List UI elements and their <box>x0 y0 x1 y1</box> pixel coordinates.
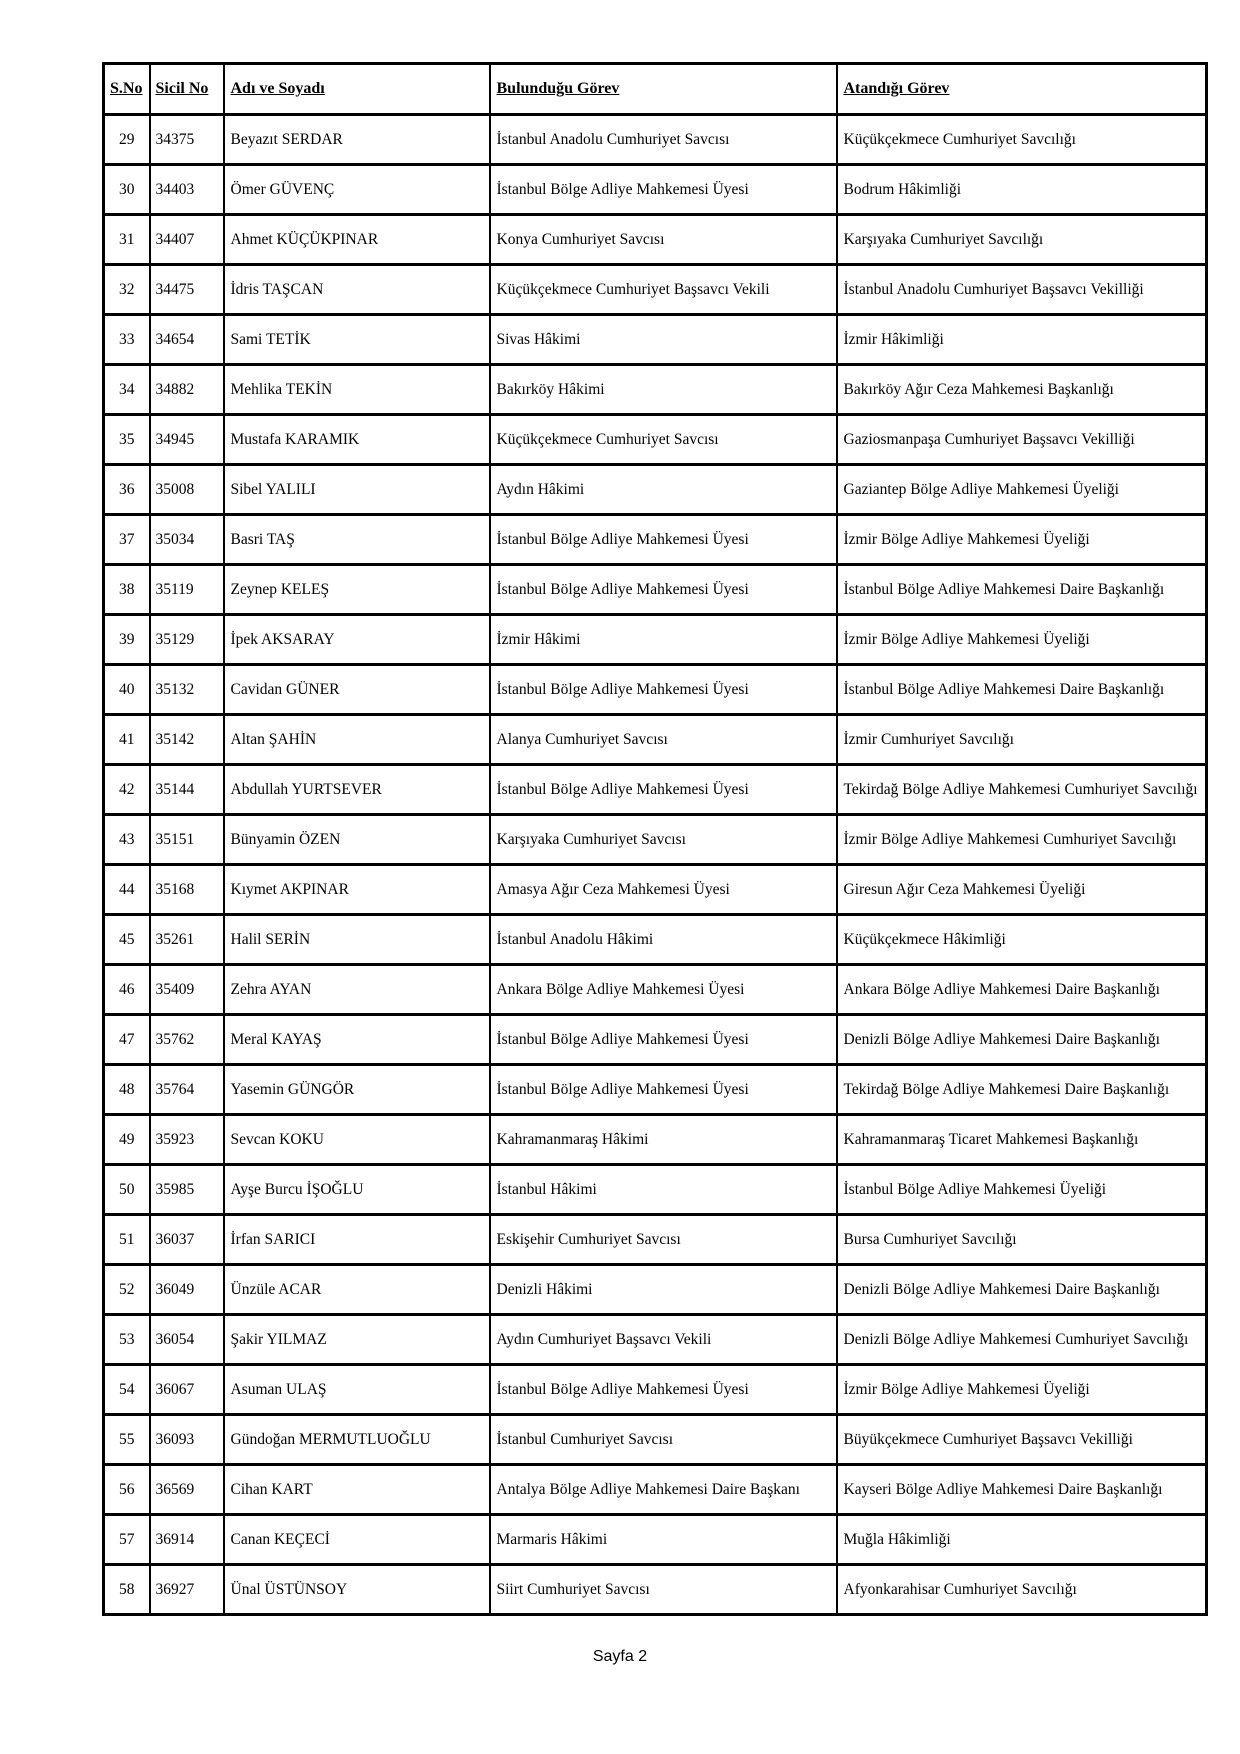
cell-sno: 56 <box>104 1465 150 1515</box>
cell-name: Ünal ÜSTÜNSOY <box>224 1565 490 1615</box>
cell-assigned-position: Denizli Bölge Adliye Mahkemesi Daire Başkanlığı <box>837 1015 1207 1065</box>
table-row <box>104 215 1207 265</box>
cell-current-position: İzmir Hâkimi <box>490 615 837 665</box>
cell-assigned-position: İzmir Bölge Adliye Mahkemesi Üyeliği <box>837 615 1207 665</box>
page-number: Sayfa 2 <box>592 1648 648 1665</box>
cell-sno: 36 <box>104 465 150 515</box>
table-row <box>104 665 1207 715</box>
cell-sno: 38 <box>104 565 150 615</box>
cell-name: Ahmet KÜÇÜKPINAR <box>224 215 490 265</box>
cell-assigned-position: Küçükçekmece Hâkimliği <box>837 915 1207 965</box>
cell-current-position: Alanya Cumhuriyet Savcısı <box>490 715 837 765</box>
table-row <box>104 1565 1207 1615</box>
cell-sno: 33 <box>104 315 150 365</box>
cell-assigned-position: Muğla Hâkimliği <box>837 1515 1207 1565</box>
cell-sicil-no: 35261 <box>150 915 224 965</box>
cell-sno: 50 <box>104 1165 150 1215</box>
cell-current-position: Bakırköy Hâkimi <box>490 365 837 415</box>
cell-sno: 58 <box>104 1565 150 1615</box>
cell-current-position: İstanbul Cumhuriyet Savcısı <box>490 1415 837 1465</box>
table-row <box>104 1065 1207 1115</box>
cell-sno: 31 <box>104 215 150 265</box>
column-header-sicil-no: Sicil No <box>150 64 224 115</box>
cell-current-position: Kahramanmaraş Hâkimi <box>490 1115 837 1165</box>
table-row <box>104 1215 1207 1265</box>
cell-assigned-position: Afyonkarahisar Cumhuriyet Savcılığı <box>837 1565 1207 1615</box>
table-row <box>104 1465 1207 1515</box>
cell-assigned-position: İstanbul Bölge Adliye Mahkemesi Daire Başkanlığı <box>837 665 1207 715</box>
cell-sicil-no: 35144 <box>150 765 224 815</box>
cell-assigned-position: Bodrum Hâkimliği <box>837 165 1207 215</box>
cell-sno: 52 <box>104 1265 150 1315</box>
cell-assigned-position: İzmir Bölge Adliye Mahkemesi Üyeliği <box>837 1365 1207 1415</box>
table-row <box>104 615 1207 665</box>
cell-name: Ömer GÜVENÇ <box>224 165 490 215</box>
cell-current-position: Sivas Hâkimi <box>490 315 837 365</box>
table-row <box>104 165 1207 215</box>
cell-sicil-no: 35008 <box>150 465 224 515</box>
cell-name: Ayşe Burcu İŞOĞLU <box>224 1165 490 1215</box>
table-row <box>104 365 1207 415</box>
table-row <box>104 1365 1207 1415</box>
column-header-current-position: Bulunduğu Görev <box>490 64 837 115</box>
cell-assigned-position: İstanbul Anadolu Cumhuriyet Başsavcı Vekilliği <box>837 265 1207 315</box>
cell-current-position: İstanbul Bölge Adliye Mahkemesi Üyesi <box>490 1015 837 1065</box>
cell-sicil-no: 35985 <box>150 1165 224 1215</box>
cell-current-position: İstanbul Bölge Adliye Mahkemesi Üyesi <box>490 565 837 615</box>
cell-current-position: Karşıyaka Cumhuriyet Savcısı <box>490 815 837 865</box>
table-row <box>104 765 1207 815</box>
cell-current-position: İstanbul Bölge Adliye Mahkemesi Üyesi <box>490 765 837 815</box>
cell-sicil-no: 35168 <box>150 865 224 915</box>
cell-sicil-no: 36093 <box>150 1415 224 1465</box>
cell-name: İrfan SARICI <box>224 1215 490 1265</box>
cell-name: Canan KEÇECİ <box>224 1515 490 1565</box>
cell-current-position: Küçükçekmece Cumhuriyet Savcısı <box>490 415 837 465</box>
cell-sno: 44 <box>104 865 150 915</box>
cell-sno: 49 <box>104 1115 150 1165</box>
cell-sicil-no: 36054 <box>150 1315 224 1365</box>
cell-current-position: Konya Cumhuriyet Savcısı <box>490 215 837 265</box>
table-row <box>104 965 1207 1015</box>
cell-name: İdris TAŞCAN <box>224 265 490 315</box>
cell-sicil-no: 35129 <box>150 615 224 665</box>
cell-name: Cihan KART <box>224 1465 490 1515</box>
cell-current-position: Antalya Bölge Adliye Mahkemesi Daire Başkanı <box>490 1465 837 1515</box>
cell-name: Abdullah YURTSEVER <box>224 765 490 815</box>
cell-sicil-no: 35409 <box>150 965 224 1015</box>
cell-name: İpek AKSARAY <box>224 615 490 665</box>
cell-sno: 46 <box>104 965 150 1015</box>
table-row <box>104 1515 1207 1565</box>
cell-assigned-position: Bursa Cumhuriyet Savcılığı <box>837 1215 1207 1265</box>
cell-sno: 34 <box>104 365 150 415</box>
cell-current-position: İstanbul Bölge Adliye Mahkemesi Üyesi <box>490 665 837 715</box>
cell-name: Sami TETİK <box>224 315 490 365</box>
cell-sno: 32 <box>104 265 150 315</box>
cell-name: Asuman ULAŞ <box>224 1365 490 1415</box>
cell-sicil-no: 36049 <box>150 1265 224 1315</box>
cell-sicil-no: 36037 <box>150 1215 224 1265</box>
cell-assigned-position: Bakırköy Ağır Ceza Mahkemesi Başkanlığı <box>837 365 1207 415</box>
cell-sno: 45 <box>104 915 150 965</box>
cell-assigned-position: Kayseri Bölge Adliye Mahkemesi Daire Başkanlığı <box>837 1465 1207 1515</box>
cell-assigned-position: İzmir Bölge Adliye Mahkemesi Üyeliği <box>837 515 1207 565</box>
cell-sicil-no: 34882 <box>150 365 224 415</box>
cell-name: Beyazıt SERDAR <box>224 115 490 165</box>
table-row <box>104 1165 1207 1215</box>
cell-assigned-position: İzmir Bölge Adliye Mahkemesi Cumhuriyet Savcılığı <box>837 815 1207 865</box>
table-row <box>104 865 1207 915</box>
cell-assigned-position: İzmir Hâkimliği <box>837 315 1207 365</box>
table-body <box>104 115 1207 1615</box>
cell-assigned-position: İzmir Cumhuriyet Savcılığı <box>837 715 1207 765</box>
cell-name: Bünyamin ÖZEN <box>224 815 490 865</box>
cell-sno: 40 <box>104 665 150 715</box>
cell-name: Mehlika TEKİN <box>224 365 490 415</box>
cell-current-position: Amasya Ağır Ceza Mahkemesi Üyesi <box>490 865 837 915</box>
cell-current-position: İstanbul Anadolu Hâkimi <box>490 915 837 965</box>
cell-sicil-no: 35762 <box>150 1015 224 1065</box>
cell-assigned-position: Büyükçekmece Cumhuriyet Başsavcı Vekilliği <box>837 1415 1207 1465</box>
cell-sno: 42 <box>104 765 150 815</box>
cell-name: Zeynep KELEŞ <box>224 565 490 615</box>
cell-sicil-no: 35132 <box>150 665 224 715</box>
cell-sicil-no: 36927 <box>150 1565 224 1615</box>
cell-assigned-position: Tekirdağ Bölge Adliye Mahkemesi Daire Başkanlığı <box>837 1065 1207 1115</box>
cell-sicil-no: 34654 <box>150 315 224 365</box>
table-header-row <box>104 64 1207 115</box>
table-row <box>104 715 1207 765</box>
cell-assigned-position: İstanbul Bölge Adliye Mahkemesi Üyeliği <box>837 1165 1207 1215</box>
appointments-table <box>102 62 1208 1616</box>
cell-sicil-no: 35764 <box>150 1065 224 1115</box>
cell-sno: 53 <box>104 1315 150 1365</box>
cell-sicil-no: 34945 <box>150 415 224 465</box>
cell-sno: 55 <box>104 1415 150 1465</box>
cell-sno: 29 <box>104 115 150 165</box>
cell-assigned-position: İstanbul Bölge Adliye Mahkemesi Daire Başkanlığı <box>837 565 1207 615</box>
cell-current-position: Denizli Hâkimi <box>490 1265 837 1315</box>
cell-current-position: Siirt Cumhuriyet Savcısı <box>490 1565 837 1615</box>
cell-sno: 51 <box>104 1215 150 1265</box>
appointments-table-container <box>102 62 1205 1616</box>
cell-current-position: Aydın Cumhuriyet Başsavcı Vekili <box>490 1315 837 1365</box>
column-header-sno: S.No <box>104 64 150 115</box>
cell-sno: 35 <box>104 415 150 465</box>
column-header-name: Adı ve Soyadı <box>224 64 490 115</box>
cell-sicil-no: 34375 <box>150 115 224 165</box>
table-row <box>104 115 1207 165</box>
cell-name: Zehra AYAN <box>224 965 490 1015</box>
cell-assigned-position: Karşıyaka Cumhuriyet Savcılığı <box>837 215 1207 265</box>
cell-assigned-position: Denizli Bölge Adliye Mahkemesi Daire Başkanlığı <box>837 1265 1207 1315</box>
cell-sicil-no: 34407 <box>150 215 224 265</box>
table-row <box>104 1315 1207 1365</box>
cell-name: Kıymet AKPINAR <box>224 865 490 915</box>
table-row <box>104 1115 1207 1165</box>
cell-sno: 41 <box>104 715 150 765</box>
table-row <box>104 265 1207 315</box>
cell-assigned-position: Gaziosmanpaşa Cumhuriyet Başsavcı Vekilliği <box>837 415 1207 465</box>
cell-sno: 54 <box>104 1365 150 1415</box>
cell-assigned-position: Denizli Bölge Adliye Mahkemesi Cumhuriyet Savcılığı <box>837 1315 1207 1365</box>
cell-sno: 30 <box>104 165 150 215</box>
cell-current-position: Marmaris Hâkimi <box>490 1515 837 1565</box>
cell-sno: 57 <box>104 1515 150 1565</box>
cell-current-position: İstanbul Bölge Adliye Mahkemesi Üyesi <box>490 1065 837 1115</box>
cell-name: Sibel YALILI <box>224 465 490 515</box>
cell-assigned-position: Gaziantep Bölge Adliye Mahkemesi Üyeliği <box>837 465 1207 515</box>
cell-sicil-no: 35034 <box>150 515 224 565</box>
cell-sicil-no: 35142 <box>150 715 224 765</box>
cell-current-position: Küçükçekmece Cumhuriyet Başsavcı Vekili <box>490 265 837 315</box>
cell-name: Meral KAYAŞ <box>224 1015 490 1065</box>
cell-sno: 39 <box>104 615 150 665</box>
cell-current-position: Eskişehir Cumhuriyet Savcısı <box>490 1215 837 1265</box>
cell-assigned-position: Küçükçekmece Cumhuriyet Savcılığı <box>837 115 1207 165</box>
cell-sno: 47 <box>104 1015 150 1065</box>
cell-assigned-position: Tekirdağ Bölge Adliye Mahkemesi Cumhuriyet Savcılığı <box>837 765 1207 815</box>
cell-name: Basri TAŞ <box>224 515 490 565</box>
cell-current-position: İstanbul Anadolu Cumhuriyet Savcısı <box>490 115 837 165</box>
table-row <box>104 1015 1207 1065</box>
cell-name: Mustafa KARAMIK <box>224 415 490 465</box>
cell-current-position: İstanbul Bölge Adliye Mahkemesi Üyesi <box>490 165 837 215</box>
cell-sicil-no: 34403 <box>150 165 224 215</box>
cell-sno: 37 <box>104 515 150 565</box>
cell-sicil-no: 35119 <box>150 565 224 615</box>
table-row <box>104 515 1207 565</box>
cell-sicil-no: 34475 <box>150 265 224 315</box>
cell-name: Halil SERİN <box>224 915 490 965</box>
cell-name: Altan ŞAHİN <box>224 715 490 765</box>
table-row <box>104 415 1207 465</box>
cell-name: Ünzüle ACAR <box>224 1265 490 1315</box>
cell-name: Cavidan GÜNER <box>224 665 490 715</box>
cell-name: Şakir YILMAZ <box>224 1315 490 1365</box>
table-row <box>104 1415 1207 1465</box>
cell-sicil-no: 36914 <box>150 1515 224 1565</box>
cell-name: Sevcan KOKU <box>224 1115 490 1165</box>
table-row <box>104 1265 1207 1315</box>
cell-sicil-no: 35923 <box>150 1115 224 1165</box>
table-row <box>104 565 1207 615</box>
cell-name: Yasemin GÜNGÖR <box>224 1065 490 1115</box>
column-header-assigned-position: Atandığı Görev <box>837 64 1207 115</box>
cell-current-position: İstanbul Bölge Adliye Mahkemesi Üyesi <box>490 1365 837 1415</box>
cell-name: Gündoğan MERMUTLUOĞLU <box>224 1415 490 1465</box>
cell-current-position: İstanbul Bölge Adliye Mahkemesi Üyesi <box>490 515 837 565</box>
table-row <box>104 315 1207 365</box>
cell-sicil-no: 36067 <box>150 1365 224 1415</box>
cell-sno: 43 <box>104 815 150 865</box>
table-row <box>104 465 1207 515</box>
cell-current-position: Ankara Bölge Adliye Mahkemesi Üyesi <box>490 965 837 1015</box>
table-row <box>104 815 1207 865</box>
cell-assigned-position: Giresun Ağır Ceza Mahkemesi Üyeliği <box>837 865 1207 915</box>
table-row <box>104 915 1207 965</box>
cell-assigned-position: Kahramanmaraş Ticaret Mahkemesi Başkanlığı <box>837 1115 1207 1165</box>
cell-assigned-position: Ankara Bölge Adliye Mahkemesi Daire Başkanlığı <box>837 965 1207 1015</box>
cell-sicil-no: 36569 <box>150 1465 224 1515</box>
cell-current-position: Aydın Hâkimi <box>490 465 837 515</box>
cell-current-position: İstanbul Hâkimi <box>490 1165 837 1215</box>
cell-sno: 48 <box>104 1065 150 1115</box>
cell-sicil-no: 35151 <box>150 815 224 865</box>
